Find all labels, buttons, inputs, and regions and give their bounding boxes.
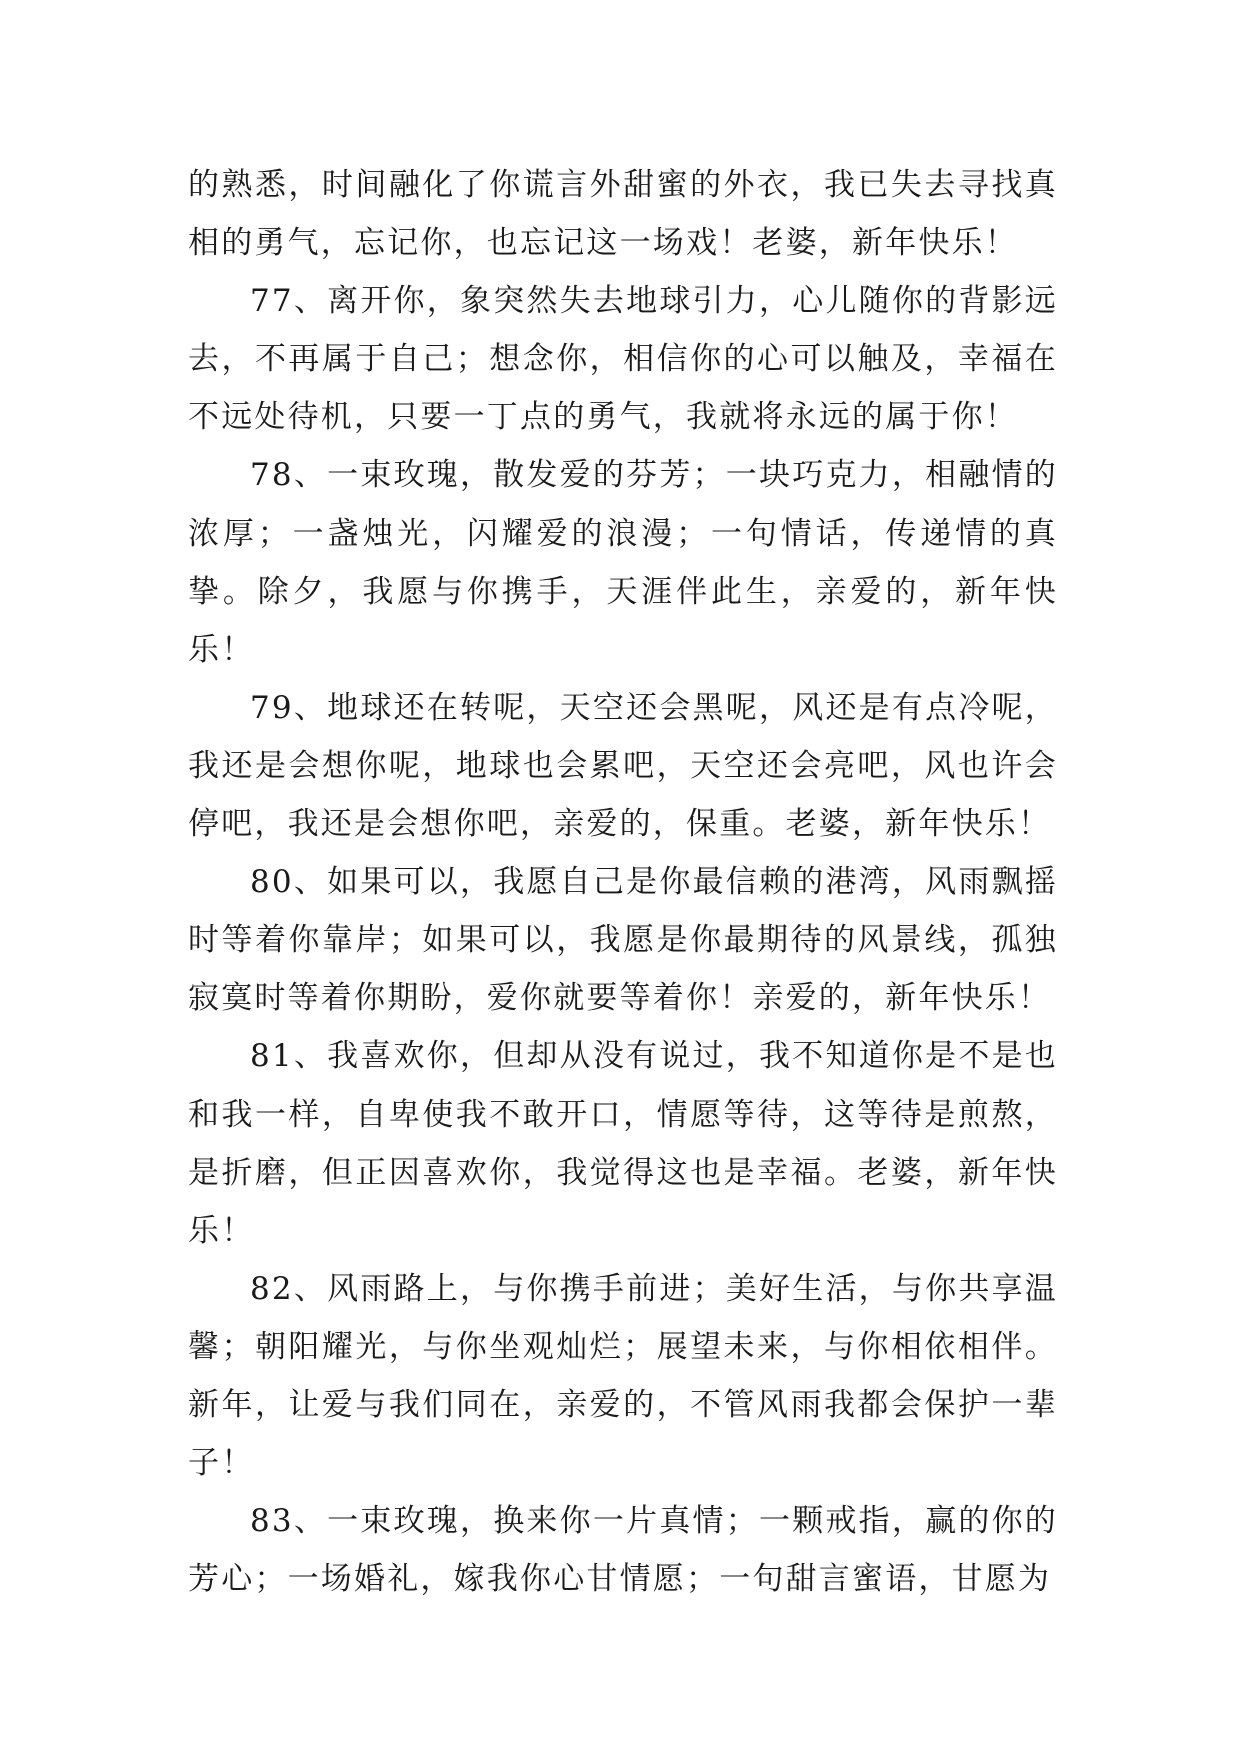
paragraph-continuation: 的熟悉，时间融化了你谎言外甜蜜的外衣，我已失去寻找真相的勇气，忘记你，也忘记这一场戏！老婆，新年快乐！ — [188, 167, 1058, 262]
paragraph-79: 79、地球还在转呢，天空还会黑呢，风还是有点冷呢，我还是会想你呢，地球也会累吧，天空还会亮吧，风也许会停吧，我还是会想你吧，亲爱的，保重。老婆，新年快乐！ — [188, 689, 1058, 843]
paragraph-83: 83、一束玫瑰，换来你一片真情；一颗戒指，赢的你的芳心；一场婚礼，嫁我你心甘情愿；一句甜言蜜语，甘愿为 — [188, 1503, 1058, 1598]
paragraph-77: 77、离开你，象突然失去地球引力，心儿随你的背影远去，不再属于自己；想念你，相信你的心可以触及，幸福在不远处待机，只要一丁点的勇气，我就将永远的属于你！ — [188, 283, 1058, 436]
paragraph-81: 81、我喜欢你，但却从没有说过，我不知道你是不是也和我一样，自卑使我不敢开口，情愿等待，这等待是煎熬，是折磨，但正因喜欢你，我觉得这也是幸福。老婆，新年快乐！ — [188, 1038, 1058, 1249]
paragraph-82: 82、风雨路上，与你携手前进；美好生活，与你共享温馨；朝阳耀光，与你坐观灿烂；展望未来，与你相依相伴。新年，让爱与我们同在，亲爱的，不管风雨我都会保护一辈子！ — [188, 1270, 1058, 1482]
document-body — [188, 156, 1058, 1608]
paragraph-80: 80、如果可以，我愿自己是你最信赖的港湾，风雨飘摇时等着你靠岸；如果可以，我愿是你最期待的风景线，孤独寂寞时等着你期盼，爱你就要等着你！亲爱的，新年快乐！ — [188, 864, 1058, 1017]
paragraph-78: 78、一束玫瑰，散发爱的芬芳；一块巧克力，相融情的浓厚；一盏烛光，闪耀爱的浪漫；一句情话，传递情的真挚。除夕，我愿与你携手，天涯伴此生，亲爱的，新年快乐！ — [188, 457, 1058, 668]
